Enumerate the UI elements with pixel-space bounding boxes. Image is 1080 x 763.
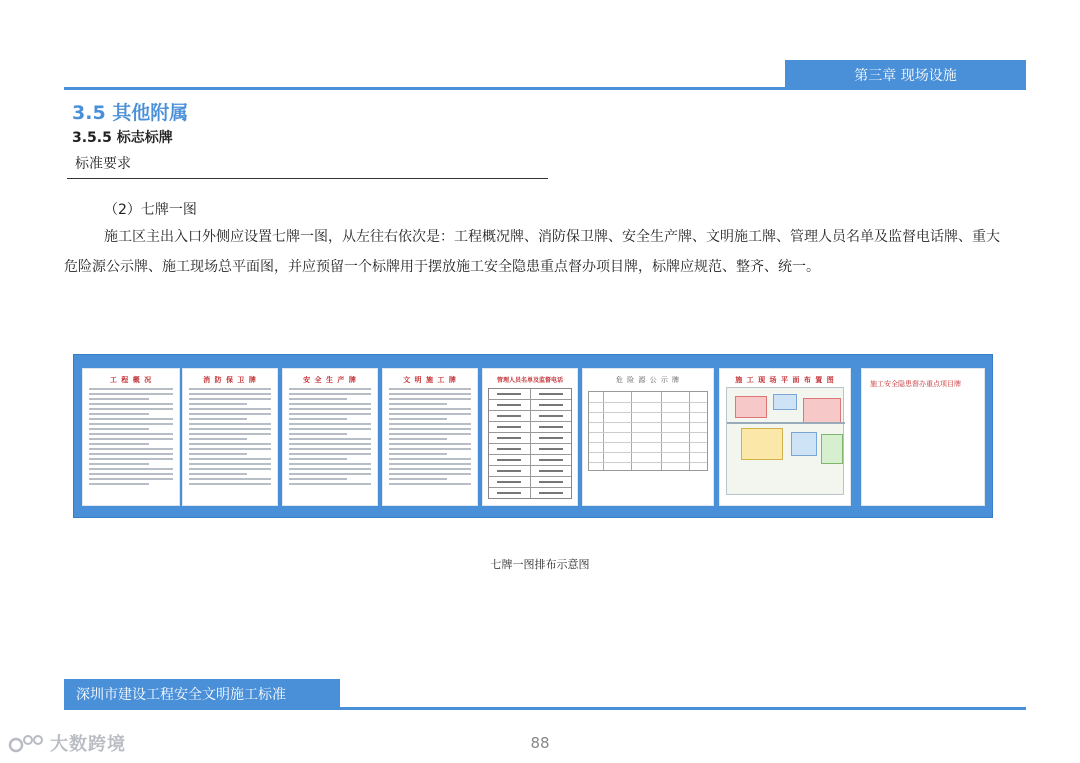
board-title: 管理人员名单及监督电话 <box>496 377 563 384</box>
board-title: 消 防 保 卫 牌 <box>203 376 257 384</box>
board-title: 文 明 施 工 牌 <box>403 376 457 384</box>
board-title: 施工安全隐患督办重点项目牌 <box>870 380 961 388</box>
board-title: 安 全 生 产 牌 <box>303 376 357 384</box>
site-plan-drawing <box>726 387 844 495</box>
section-title: 3.5 其他附属 <box>72 102 189 124</box>
board-civilized-construction <box>382 368 478 506</box>
hazard-table <box>588 391 708 471</box>
watermark-logo-icon <box>8 732 46 754</box>
board-project-overview <box>82 368 180 506</box>
chapter-tab <box>785 60 1026 90</box>
footer-rule <box>64 707 1026 710</box>
standard-label: 标准要求 <box>75 156 131 172</box>
board-fire-security <box>182 368 278 506</box>
board-title: 危 险 源 公 示 牌 <box>615 376 681 384</box>
board-site-plan <box>719 368 851 506</box>
diagram-caption: 七牌一图排布示意图 <box>490 558 590 571</box>
header-rule <box>64 87 1026 90</box>
footer-title-bar <box>64 679 340 708</box>
board-safety-production <box>282 368 378 506</box>
page-number: 88 <box>530 734 550 752</box>
item-heading: （2）七牌一图 <box>104 202 197 218</box>
standard-divider <box>67 178 548 179</box>
subsection-title: 3.5.5 标志标牌 <box>72 130 173 146</box>
seven-boards-diagram <box>73 354 993 518</box>
watermark <box>8 730 126 756</box>
board-hazard-notice <box>582 368 714 506</box>
body-paragraph: 施工区主出入口外侧应设置七牌一图，从左往右依次是：工程概况牌、消防保卫牌、安全生产牌、文明施工牌、管理人员名单及监督电话牌、重大危险源公示牌、施工现场总平面图，并应预留一个标牌用于摆放施工安全隐患重点督办项目牌，标牌应规范、整齐、统一。 <box>64 229 1000 275</box>
board-title: 施 工 现 场 平 面 布 置 图 <box>735 376 835 384</box>
board-hazard-supervision <box>861 368 985 506</box>
board-title: 工 程 概 况 <box>109 376 153 384</box>
watermark-text: 大数跨境 <box>50 734 126 755</box>
management-table <box>488 388 572 499</box>
footer-title: 深圳市建设工程安全文明施工标准 <box>76 686 286 703</box>
chapter-label: 第三章 现场设施 <box>854 68 957 84</box>
board-management-list <box>482 368 578 506</box>
